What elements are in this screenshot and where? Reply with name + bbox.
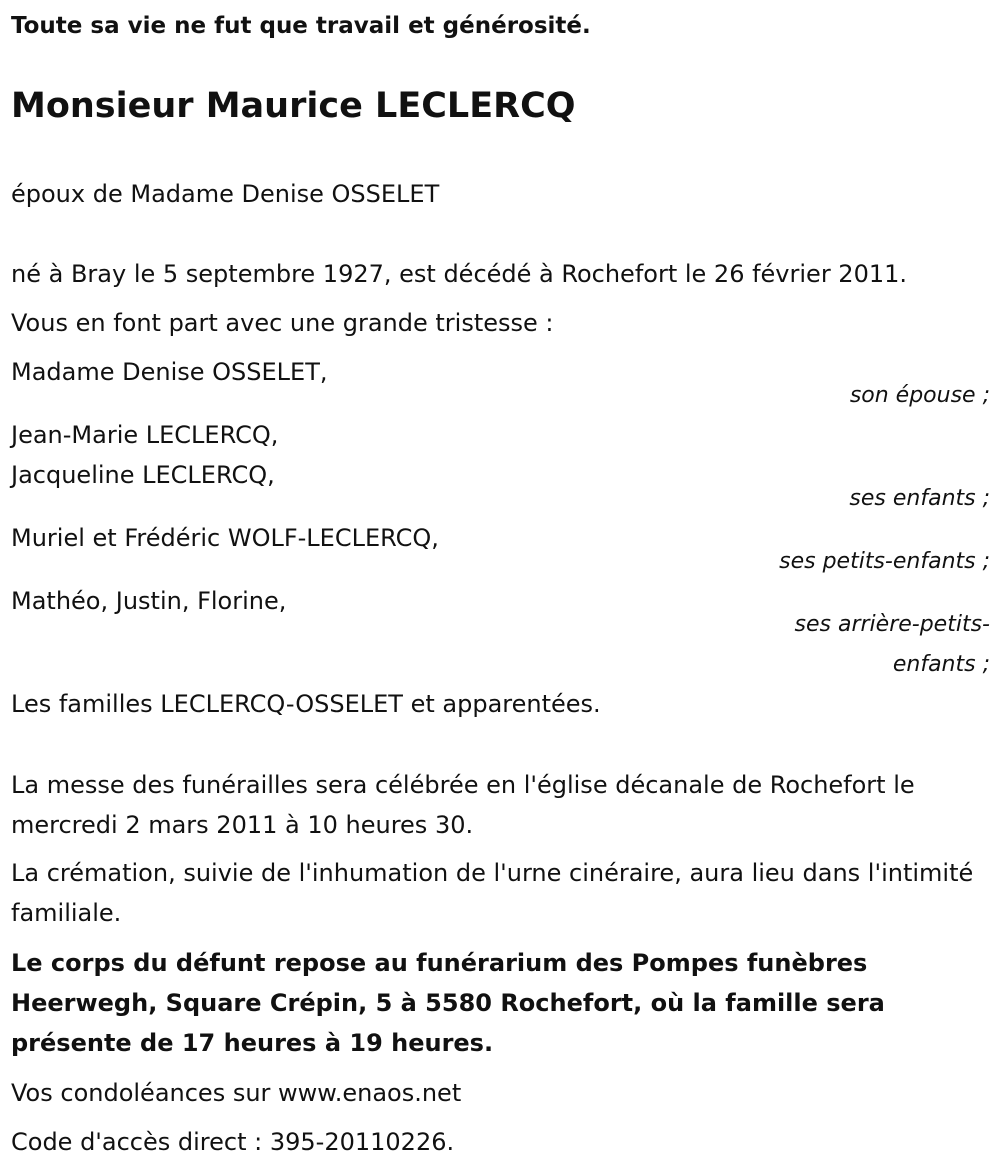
spouse-line: époux de Madame Denise OSSELET (11, 180, 440, 208)
visitation-paragraph: Le corps du défunt repose au funérarium des Pompes funèbres Heerwegh, Square Crépin, 5 à 5580 Rochefort, où la famille sera présente de 17 heures à 19 heures. (11, 949, 885, 1057)
families-line: Les familles LECLERCQ-OSSELET et apparentées. (11, 690, 601, 718)
child-name-2: Jacqueline LECLERCQ, (11, 461, 275, 489)
spouse-name: Madame Denise OSSELET, (11, 358, 328, 386)
grandchildren-relation: ses petits-enfants ; (779, 549, 990, 574)
condolences-line: Vos condoléances sur www.enaos.net (11, 1079, 462, 1107)
announcement-line: Vous en font part avec une grande tristesse : (11, 309, 554, 337)
great-grandchildren-relation-line-2: enfants ; (892, 652, 990, 677)
children-relation: ses enfants ; (849, 486, 990, 511)
cremation-paragraph: La crémation, suivie de l'inhumation de l'urne cinéraire, aura lieu dans l'intimité familiale. (11, 859, 974, 927)
motto: Toute sa vie ne fut que travail et générosité. (11, 13, 591, 39)
mass-paragraph: La messe des funérailles sera célébrée en l'église décanale de Rochefort le mercredi 2 mars 2011 à 10 heures 30. (11, 771, 915, 839)
great-grandchildren-relation-line-1: ses arrière-petits- (794, 612, 990, 637)
access-code-line: Code d'accès direct : 395-20110226. (11, 1128, 455, 1156)
great-grandchildren-names: Mathéo, Justin, Florine, (11, 587, 287, 615)
grandchildren-names: Muriel et Frédéric WOLF-LECLERCQ, (11, 524, 439, 552)
child-name-1: Jean-Marie LECLERCQ, (11, 421, 279, 449)
spouse-relation: son épouse ; (849, 383, 990, 408)
birth-death-line: né à Bray le 5 septembre 1927, est décédé à Rochefort le 26 février 2011. (11, 260, 908, 288)
deceased-name: Monsieur Maurice LECLERCQ (11, 86, 576, 126)
